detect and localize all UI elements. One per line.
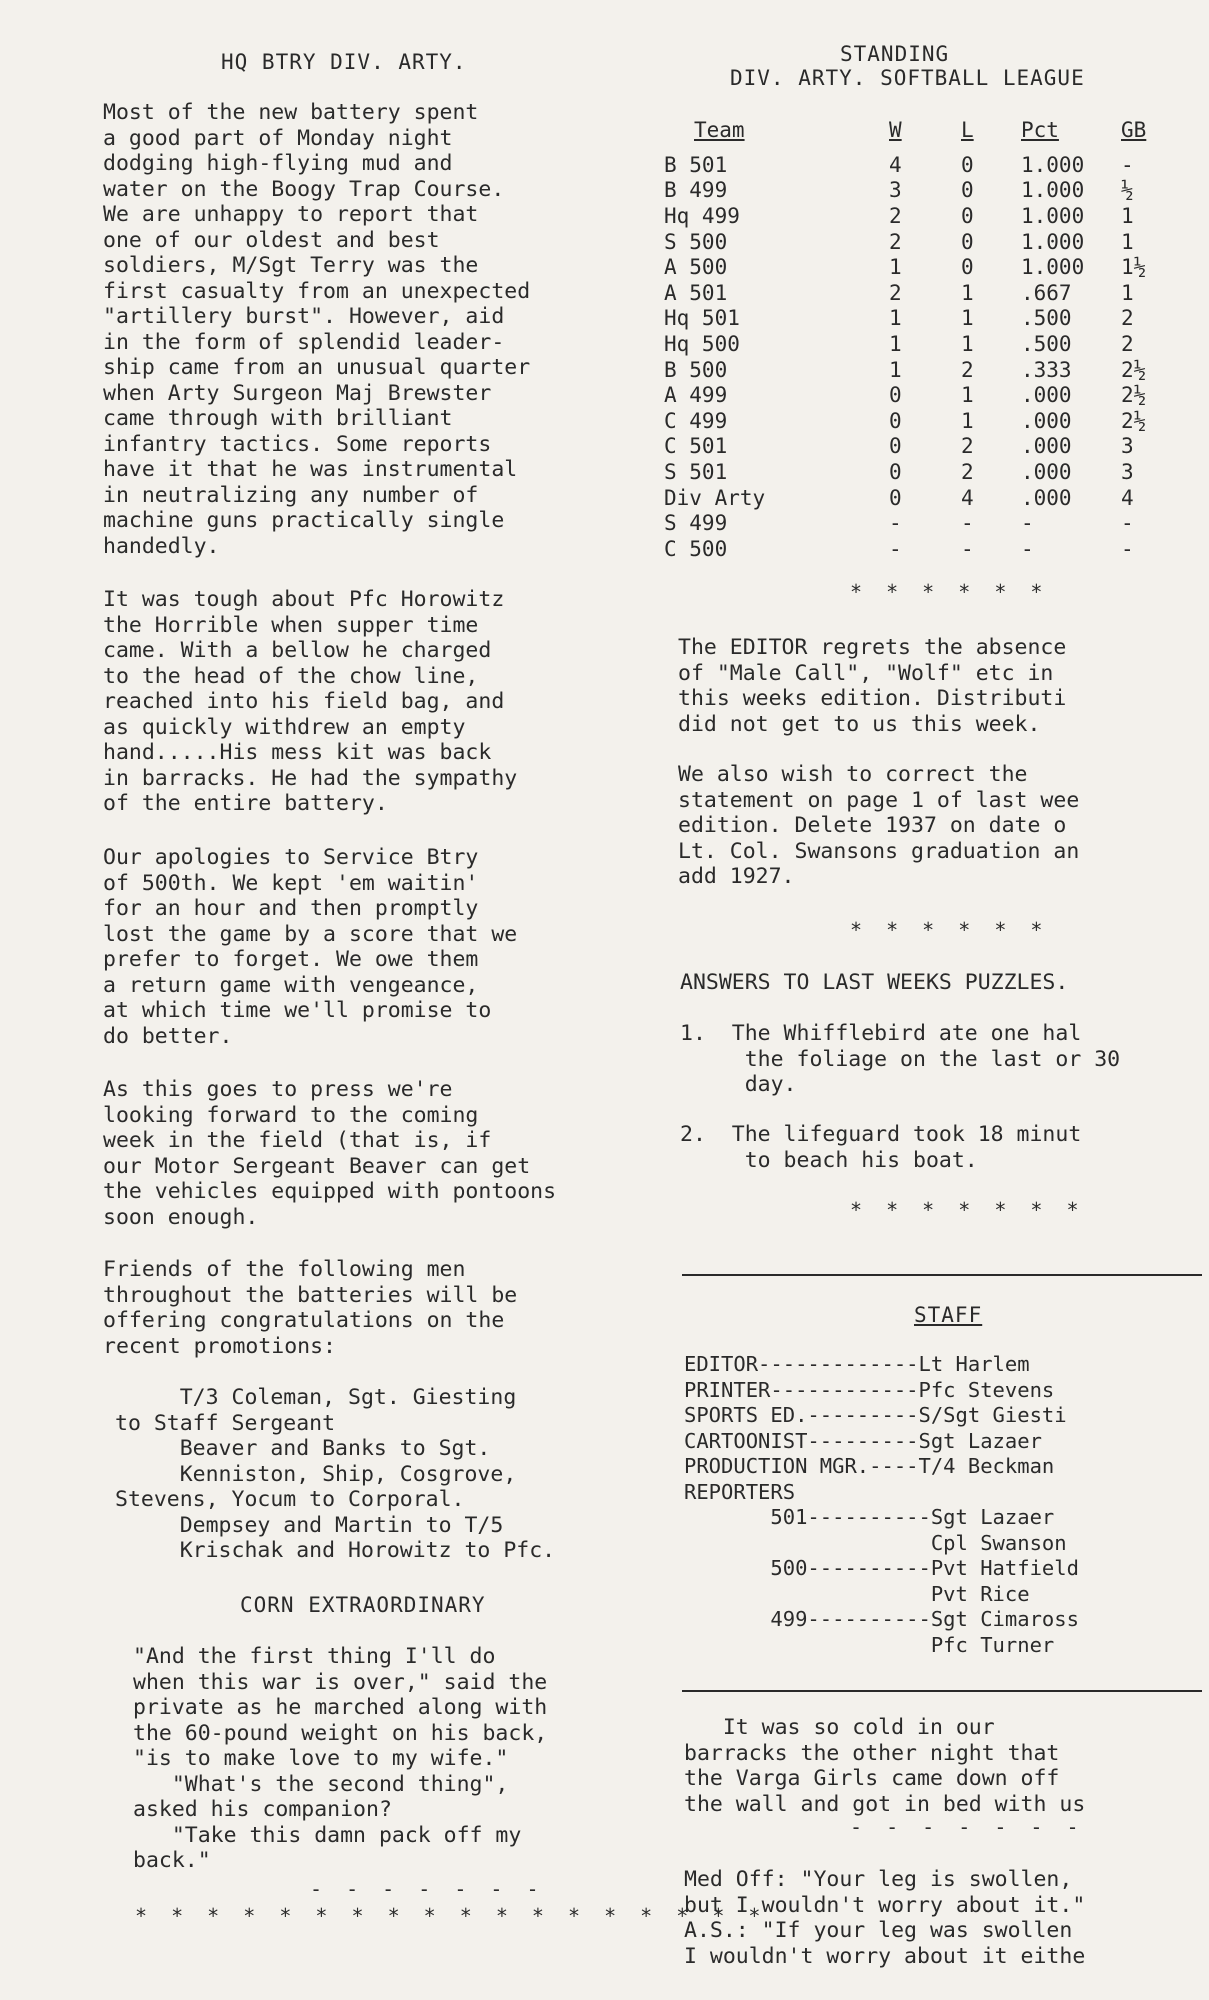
standings-cell-w: 0	[889, 383, 902, 408]
standings-cell-l: 0	[961, 152, 974, 177]
table-row	[664, 357, 1151, 383]
standings-cell-team: Div Arty	[664, 485, 766, 510]
standings-cell-gb: 1½	[1121, 255, 1147, 280]
standings-cell-pct: .000	[1021, 459, 1072, 484]
standings-cell-l: 2	[961, 459, 974, 484]
standings-cell-team: A 499	[664, 383, 728, 408]
standings-cell-w: 2	[889, 229, 902, 254]
table-row	[664, 408, 1151, 434]
table-row	[664, 536, 1151, 562]
standings-cell-team: S 501	[664, 459, 728, 484]
standings-cell-l: 1	[961, 383, 974, 408]
standings-table	[664, 118, 1151, 562]
table-row	[664, 229, 1151, 255]
column-header-w: W	[889, 118, 902, 142]
article-paragraph-3: Our apologies to Service Btry of 500th. We kept 'em waitin' for an hour and then promptly lost the game by a score that we prefer to forget. We owe them a return game with vengeance, at which time we'll promise to do better.	[103, 845, 518, 1049]
table-row	[664, 254, 1151, 280]
standings-cell-team: C 499	[664, 408, 728, 433]
article-paragraph-1: Most of the new battery spent a good part of Monday night dodging high-flying mud and water on the Boogy Trap Course. We are unhappy to report that one of our oldest and best soldiers, M/Sgt Terry was the first casualty from an unexpected "artillery burst". However, aid in the form of splendid leader- ship came from an unusual quarter when Arty Surgeon Maj Brewster came through with brilliant infantry tactics. Some reports have it that he was instrumental in neutralizing any number of machine guns practically single handedly.	[103, 100, 531, 559]
standings-cell-l: 0	[961, 203, 974, 228]
standings-cell-gb: 2½	[1121, 383, 1147, 408]
standings-cell-gb: 1	[1121, 203, 1134, 228]
standings-cell-pct: .667	[1021, 280, 1072, 305]
standings-cell-w: 0	[889, 485, 902, 510]
standings-cell-l: -	[961, 511, 974, 536]
correction-star-divider: * * * * * *	[850, 918, 1049, 942]
article-paragraph-2: It was tough about Pfc Horowitz the Horrible when supper time came. With a bellow he charged to the head of the chow line, reached into his field bag, and as quickly withdrew an empty hand.....His mess kit was back in barracks. He had the sympathy of the entire battery.	[103, 587, 518, 816]
answers-title: ANSWERS TO LAST WEEKS PUZZLES.	[680, 970, 1069, 995]
standings-cell-w: -	[889, 536, 902, 561]
standings-cell-pct: 1.000	[1021, 203, 1085, 228]
standings-cell-team: B 500	[664, 357, 728, 382]
standings-cell-l: 0	[961, 255, 974, 280]
standings-cell-pct: 1.000	[1021, 229, 1085, 254]
standings-cell-team: C 501	[664, 434, 728, 459]
answer-1: 1. The Whifflebird ate one hal the foliage on the last or 30 day.	[680, 1021, 1121, 1097]
standings-cell-w: -	[889, 511, 902, 536]
standings-cell-team: A 500	[664, 255, 728, 280]
standings-cell-w: 0	[889, 459, 902, 484]
standings-cell-pct: 1.000	[1021, 178, 1085, 203]
standings-cell-pct: .000	[1021, 485, 1072, 510]
standings-cell-team: B 499	[664, 178, 728, 203]
corn-extraordinary-title: CORN EXTRAORDINARY	[240, 1593, 486, 1617]
standings-cell-w: 0	[889, 434, 902, 459]
softball-league-title: DIV. ARTY. SOFTBALL LEAGUE	[730, 66, 1085, 90]
standings-cell-pct: .000	[1021, 383, 1072, 408]
standings-cell-l: 1	[961, 408, 974, 433]
table-row	[664, 510, 1151, 536]
standings-cell-w: 2	[889, 203, 902, 228]
column-header-pct: Pct	[1021, 118, 1059, 142]
standings-header-row	[664, 118, 1151, 152]
promotions-list: T/3 Coleman, Sgt. Giesting to Staff Sergeant Beaver and Banks to Sgt. Kenniston, Ship, Cosgrove, Stevens, Yocum to Corporal. Dempsey and Martin to T/5 Krischak and Horowitz to Pfc.	[115, 1385, 556, 1563]
standings-star-divider: * * * * * *	[850, 580, 1049, 604]
article-paragraph-5: Friends of the following men throughout the batteries will be offering congratulations on the recent promotions:	[103, 1257, 518, 1359]
table-row	[664, 382, 1151, 408]
med-off-joke: Med Off: "Your leg is swollen, but I wouldn't worry about it." A.S.: "If your leg was swollen I wouldn't worry about it eithe	[684, 1867, 1086, 1969]
standings-cell-gb: 3	[1121, 459, 1134, 484]
standings-cell-gb: 4	[1121, 485, 1134, 510]
answers-star-divider: * * * * * * *	[850, 1198, 1085, 1222]
standings-cell-l: 2	[961, 434, 974, 459]
answer-2: 2. The lifeguard took 18 minut to beach his boat.	[680, 1122, 1082, 1173]
standings-cell-gb: 2½	[1121, 357, 1147, 382]
standings-cell-gb: 3	[1121, 434, 1134, 459]
table-row	[664, 331, 1151, 357]
standings-cell-w: 1	[889, 357, 902, 382]
standings-cell-team: Hq 501	[664, 306, 740, 331]
standings-cell-l: -	[961, 536, 974, 561]
column-header-gb: GB	[1121, 118, 1147, 142]
standings-cell-gb: 1	[1121, 280, 1134, 305]
standings-cell-l: 1	[961, 331, 974, 356]
standings-cell-gb: -	[1121, 152, 1134, 177]
standings-cell-team: Hq 500	[664, 331, 740, 356]
standings-cell-pct: .000	[1021, 434, 1072, 459]
standings-cell-l: 4	[961, 485, 974, 510]
standings-cell-l: 0	[961, 229, 974, 254]
standings-cell-w: 4	[889, 152, 902, 177]
standings-cell-gb: 1	[1121, 229, 1134, 254]
staff-top-rule	[682, 1274, 1202, 1276]
table-row	[664, 280, 1151, 306]
standings-cell-l: 0	[961, 178, 974, 203]
standings-cell-pct: .500	[1021, 331, 1072, 356]
staff-bottom-rule	[682, 1690, 1202, 1692]
standings-cell-team: A 501	[664, 280, 728, 305]
standings-cell-gb: 2	[1121, 306, 1134, 331]
table-row	[664, 485, 1151, 511]
correction-note: We also wish to correct the statement on page 1 of last wee edition. Delete 1937 on date o Lt. Col. Swansons graduation an add 1927.	[678, 762, 1080, 889]
standings-cell-w: 1	[889, 306, 902, 331]
staff-list: EDITOR-------------Lt Harlem PRINTER------------Pfc Stevens SPORTS ED.---------S/Sgt Giesti CARTOONIST---------Sgt Lazaer PRODUCTION MGR.----T/4 Beckman REPORTERS 501----------Sgt Lazaer Cpl Swanson 500----------Pvt Hatfield Pvt Rice 499----------Sgt Cimaross Pfc Turner	[684, 1352, 1079, 1657]
standings-cell-pct: .000	[1021, 408, 1072, 433]
standings-cell-pct: 1.000	[1021, 255, 1085, 280]
table-row	[664, 434, 1151, 460]
standings-cell-l: 1	[961, 280, 974, 305]
standings-cell-l: 1	[961, 306, 974, 331]
hq-btry-title: HQ BTRY DIV. ARTY.	[221, 50, 467, 74]
standings-cell-pct: 1.000	[1021, 152, 1085, 177]
corn-joke-text: "And the first thing I'll do when this war is over," said the private as he marched along with the 60-pound weight on his back, "is to make love to my wife." "What's the second thing", asked his companion? "Take this damn pack off my back."	[133, 1644, 548, 1873]
standings-cell-pct: -	[1021, 511, 1034, 536]
column-header-team: Team	[694, 118, 745, 142]
table-row	[664, 152, 1151, 178]
standings-cell-pct: .333	[1021, 357, 1072, 382]
standings-cell-team: S 499	[664, 511, 728, 536]
left-star-divider: * * * * * * * * * * * * * * * * * *	[135, 1904, 767, 1928]
standings-cell-w: 1	[889, 331, 902, 356]
standings-cell-pct: -	[1021, 536, 1034, 561]
left-dash-divider: - - - - - - -	[310, 1877, 545, 1901]
table-row	[664, 459, 1151, 485]
standing-title: STANDING	[840, 42, 950, 66]
standings-cell-team: S 500	[664, 229, 728, 254]
table-row	[664, 178, 1151, 204]
standings-cell-team: Hq 499	[664, 203, 740, 228]
editor-note: The EDITOR regrets the absence of "Male Call", "Wolf" etc in this weeks edition. Distributi did not get to us this week.	[678, 635, 1067, 737]
standings-cell-team: C 500	[664, 536, 728, 561]
standings-cell-gb: -	[1121, 511, 1134, 536]
standings-cell-w: 1	[889, 255, 902, 280]
standings-cell-l: 2	[961, 357, 974, 382]
standings-cell-team: B 501	[664, 152, 728, 177]
table-row	[664, 306, 1151, 332]
standings-cell-pct: .500	[1021, 306, 1072, 331]
varga-joke: It was so cold in our barracks the other night that the Varga Girls came down off the wall and got in bed with us	[684, 1715, 1086, 1817]
right-dash-divider: - - - - - - -	[850, 1815, 1085, 1839]
standings-cell-w: 2	[889, 280, 902, 305]
staff-title: STAFF	[914, 1303, 983, 1327]
standings-cell-gb: -	[1121, 536, 1134, 561]
standings-cell-w: 0	[889, 408, 902, 433]
table-row	[664, 203, 1151, 229]
standings-cell-gb: 2½	[1121, 408, 1147, 433]
article-paragraph-4: As this goes to press we're looking forward to the coming week in the field (that is, if our Motor Sergeant Beaver can get the vehicles equipped with pontoons soon enough.	[103, 1077, 557, 1230]
standings-cell-gb: 2	[1121, 331, 1134, 356]
column-header-l: L	[961, 118, 974, 142]
standings-cell-w: 3	[889, 178, 902, 203]
standings-cell-gb: ½	[1121, 178, 1134, 203]
